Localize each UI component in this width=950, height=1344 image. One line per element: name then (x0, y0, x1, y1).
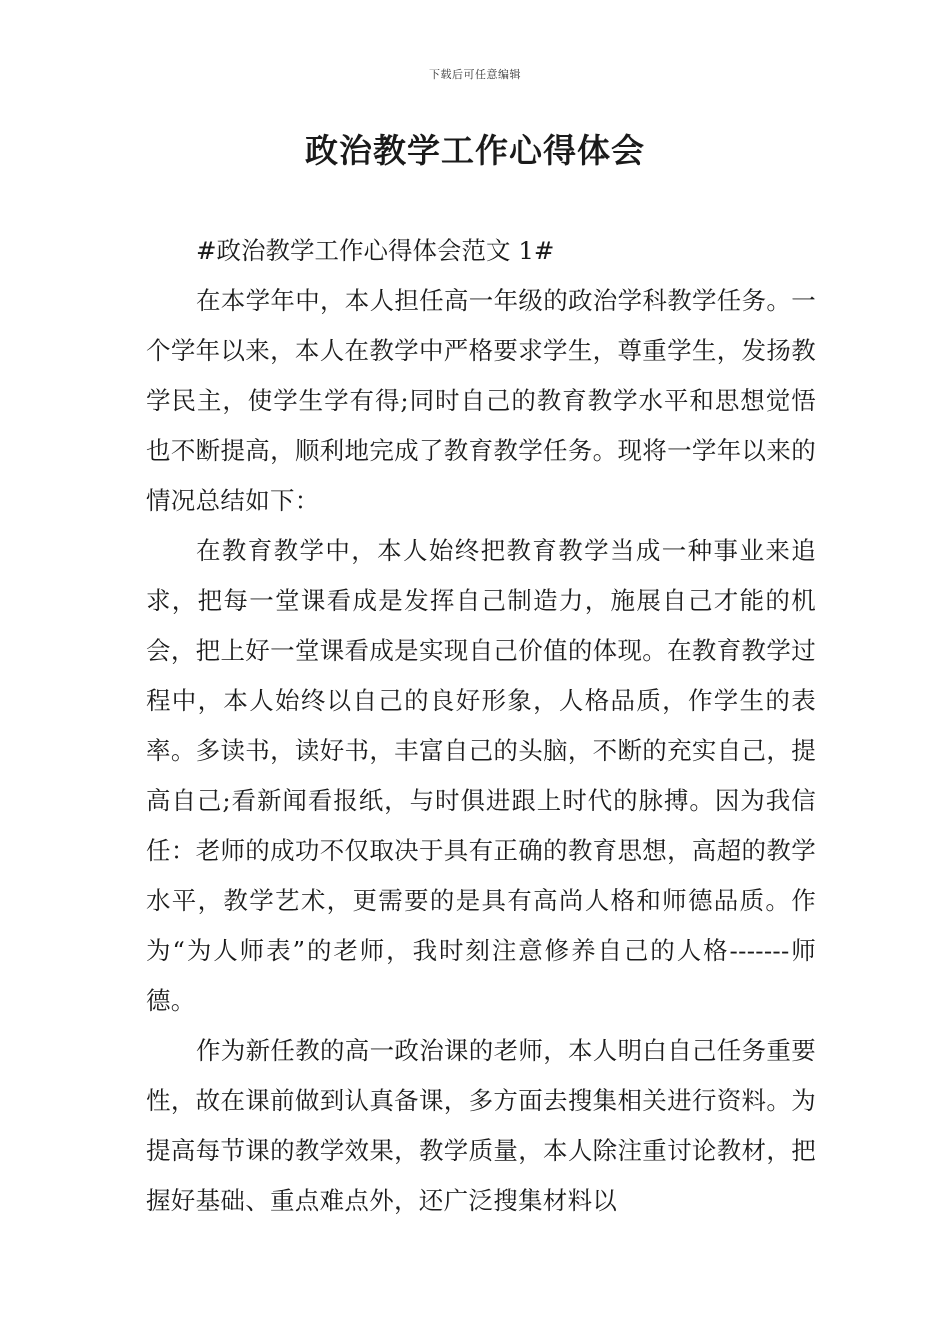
header-note: 下载后可任意编辑 (429, 68, 521, 81)
paragraph-1: 在本学年中，本人担任高一年级的政治学科教学任务。一个学年以来，本人在教学中严格要求学生，尊重学生，发扬教学民主，使学生学有得;同时自己的教育教学水平和思想觉悟也不断提高，顺利地完成了教育教学任务。现将一学年以来的情况总结如下： (146, 286, 816, 515)
document-body (146, 226, 816, 1226)
paragraph-2: 在教育教学中，本人始终把教育教学当成一种事业来追求，把每一堂课看成是发挥自己制造力，施展自己才能的机会，把上好一堂课看成是实现自己价值的体现。在教育教学过程中，本人始终以自己的良好形象，人格品质，作学生的表率。多读书，读好书，丰富自己的头脑，不断的充实自己，提高自己;看新闻看报纸，与时俱进跟上时代的脉搏。因为我信任：老师的成功不仅取决于具有正确的教育思想，高超的教学水平，教学艺术，更需要的是具有高尚人格和师德品质。作为“为人师表”的老师，我时刻注意修养自己的人格-------师德。 (146, 536, 816, 1015)
document-title: 政治教学工作心得体会 (305, 131, 645, 170)
section-heading: #政治教学工作心得体会范文 1# (196, 236, 555, 265)
paragraph-3: 作为新任教的高一政治课的老师，本人明白自己任务重要性，故在课前做到认真备课，多方面去搜集相关进行资料。为提高每节课的教学效果，教学质量，本人除注重讨论教材，把握好基础、重点难点外，还广泛搜集材料以 (146, 1036, 816, 1215)
